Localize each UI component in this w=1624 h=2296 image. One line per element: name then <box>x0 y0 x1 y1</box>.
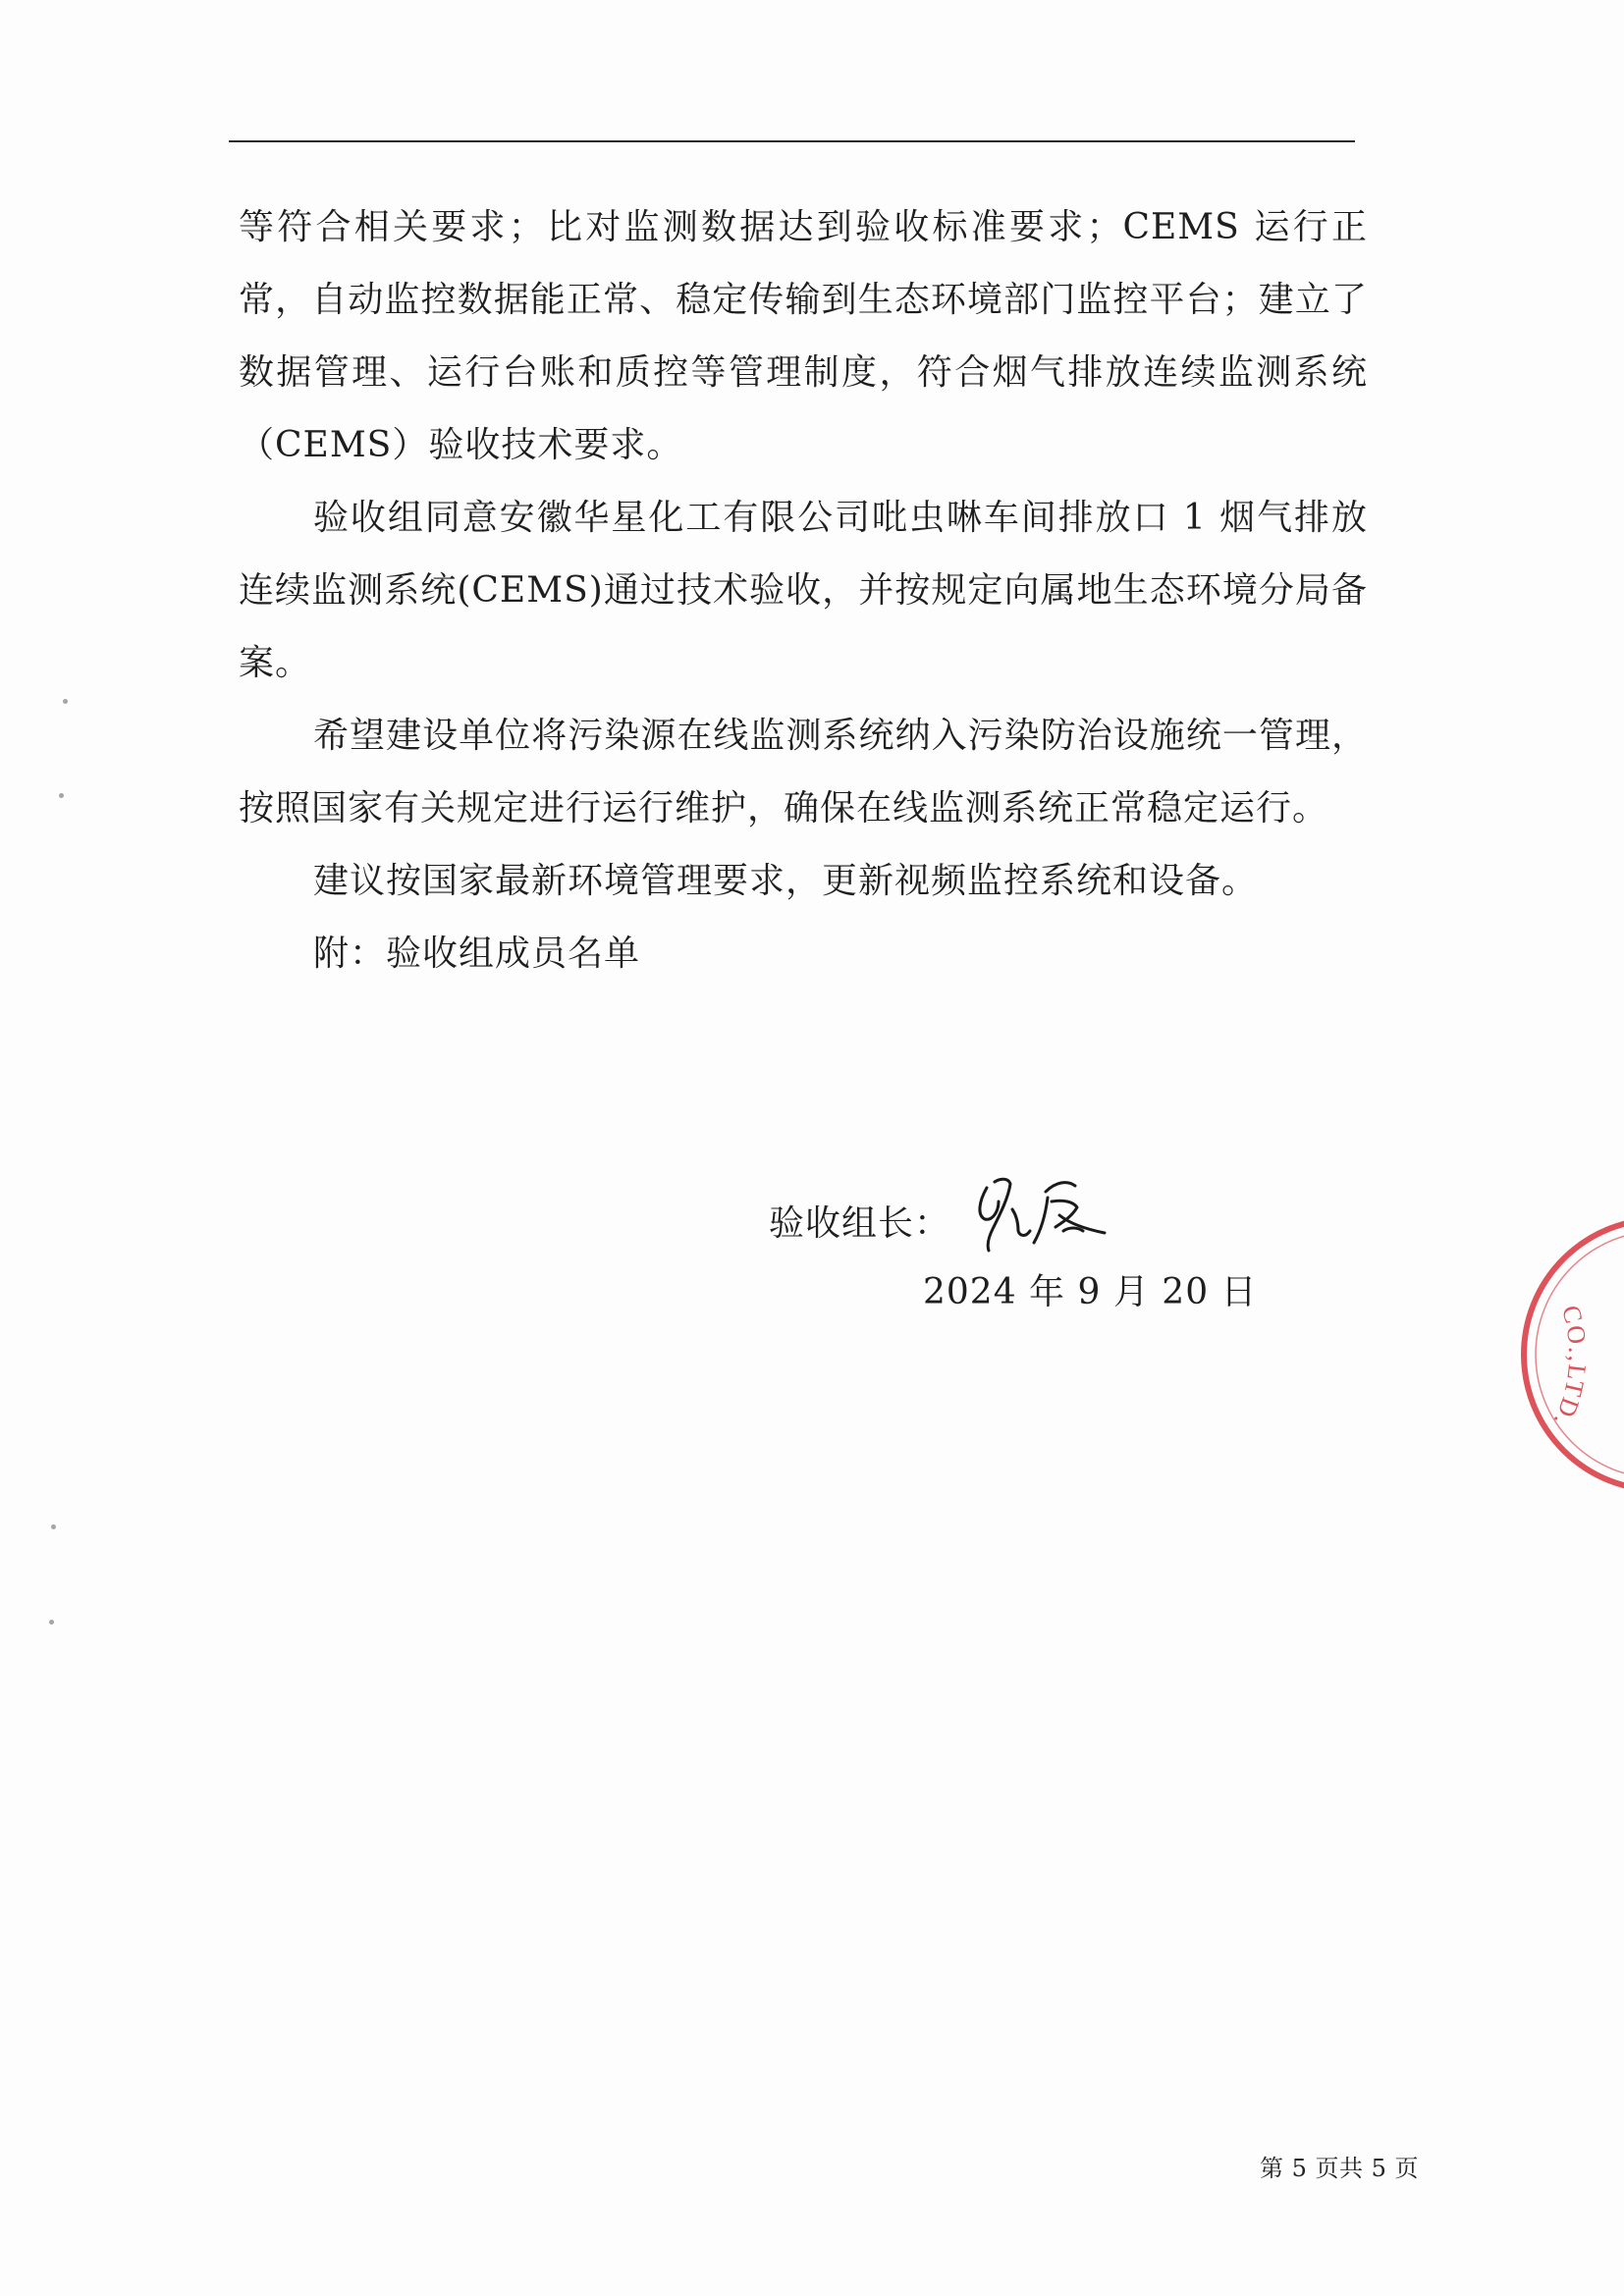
scan-artifact <box>51 1524 56 1529</box>
handwritten-signature <box>965 1158 1112 1266</box>
signature-date: 2024 年 9 月 20 日 <box>923 1272 1258 1312</box>
signature-label: 验收组长： <box>769 1203 951 1244</box>
paragraph-conclusion: 等符合相关要求；比对监测数据达到验收标准要求；CEMS 运行正常，自动监控数据能正常、稳定传输到生态环境部门监控平台；建立了数据管理、运行台账和质控等管理制度，符合烟气排放连续监测系统（CEMS）验收技术要求。 <box>239 207 1368 465</box>
paragraph-suggestion: 建议按国家最新环境管理要求，更新视频监控系统和设备。 <box>313 861 1259 901</box>
page-footer: 第 5 页共 5 页 <box>1260 2155 1420 2182</box>
header-rule <box>229 140 1355 142</box>
paragraph-attachment: 附：验收组成员名单 <box>313 934 641 974</box>
company-seal <box>1512 1217 1624 1492</box>
paragraph-recommendation: 希望建设单位将污染源在线监测系统纳入污染防治设施统一管理，按照国家有关规定进行运行维护，确保在线监测系统正常稳定运行。 <box>239 716 1368 828</box>
signature-block <box>769 1158 1279 1315</box>
document-body <box>239 191 1368 990</box>
scan-artifact <box>59 793 64 798</box>
scan-artifact <box>49 1620 54 1625</box>
svg-text:CO.,LTD.: CO.,LTD. <box>1546 1302 1593 1433</box>
scan-artifact <box>63 699 68 704</box>
paragraph-acceptance: 验收组同意安徽华星化工有限公司吡虫啉车间排放口 1 烟气排放连续监测系统(CEMS)通过技术验收，并按规定向属地生态环境分局备案。 <box>239 498 1368 683</box>
